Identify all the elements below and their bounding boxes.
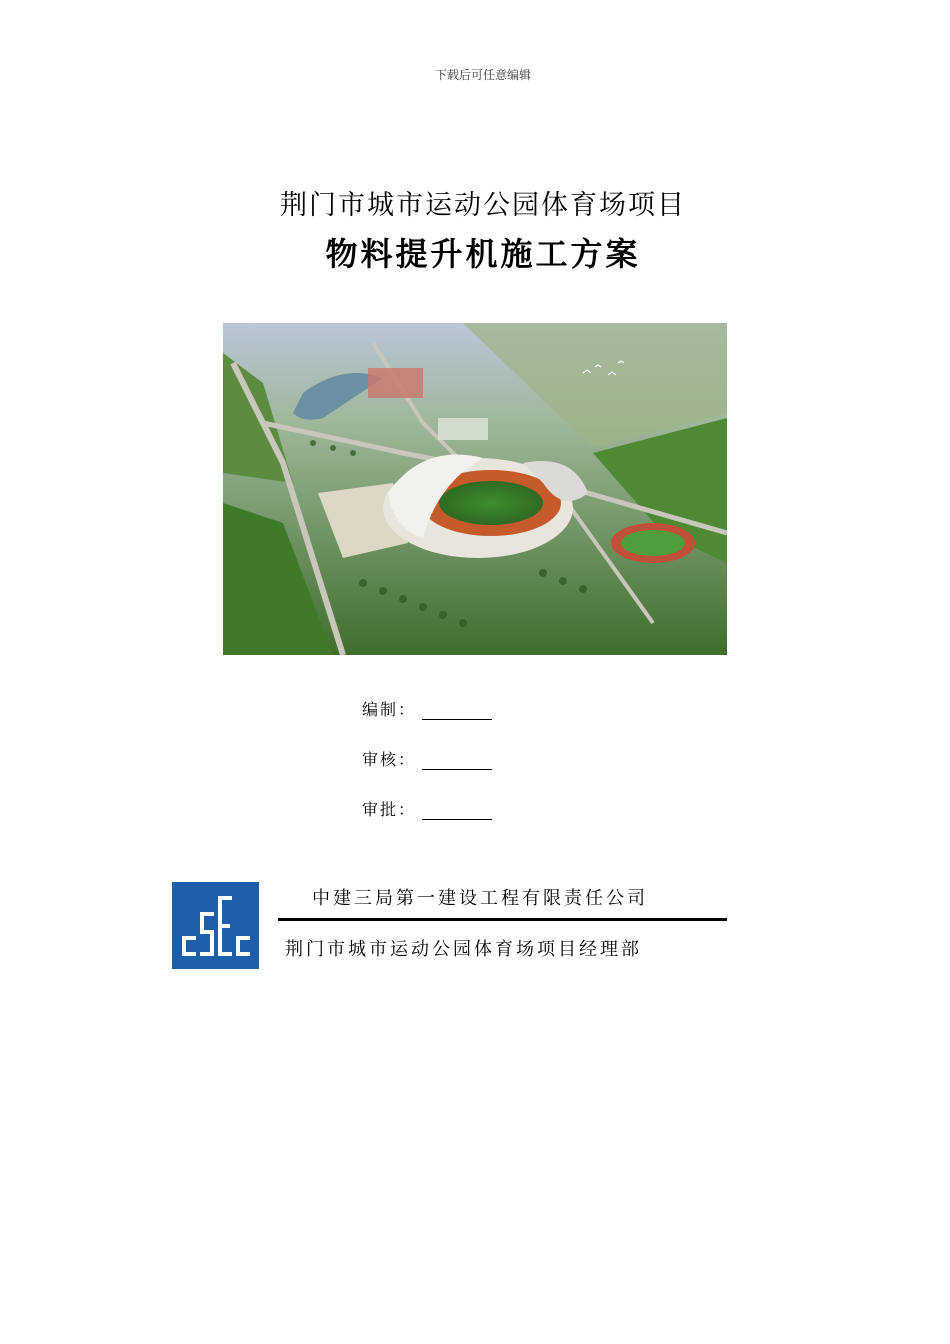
document-title: 物料提升机施工方案 xyxy=(325,235,641,273)
signature-row-approved xyxy=(362,796,492,820)
company-name: 中建三局第一建设工程有限责任公司 xyxy=(312,888,648,909)
header-note: 下载后可任意编辑 xyxy=(434,68,531,82)
signature-row-prepared xyxy=(362,696,492,720)
project-title: 荆门市城市运动公园体育场项目 xyxy=(280,190,686,221)
signature-line xyxy=(422,801,492,820)
signature-row-reviewed xyxy=(362,746,492,770)
divider xyxy=(278,918,727,921)
project-department: 荆门市城市运动公园体育场项目经理部 xyxy=(285,939,642,960)
signature-line xyxy=(422,751,492,770)
signature-label: 审批： xyxy=(362,800,417,819)
cscec-logo xyxy=(172,882,259,969)
signature-label: 审核： xyxy=(362,750,417,769)
signature-line xyxy=(422,701,492,720)
signature-label: 编制： xyxy=(362,700,417,719)
stadium-aerial-rendering xyxy=(223,323,727,655)
